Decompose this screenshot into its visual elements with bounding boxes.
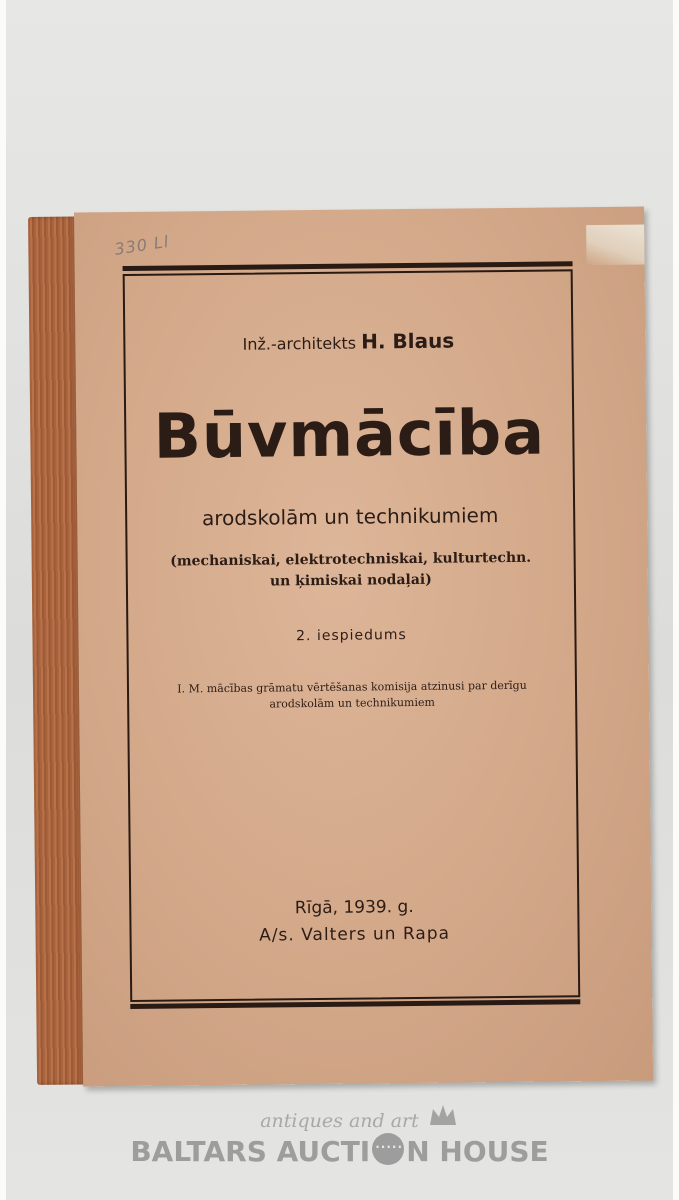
approval-note — [127, 677, 577, 714]
watermark-name — [0, 1133, 679, 1168]
departments — [126, 547, 576, 594]
departments-line-2: un ķimiskai nodaļai) — [269, 571, 432, 590]
place-year: Rīgā, 1939. g. — [294, 896, 414, 919]
watermark-name-part-1: BALTARS AUCTI — [130, 1135, 371, 1168]
book-subtitle: arodskolām un technikumiem — [201, 503, 499, 531]
worn-corner — [586, 225, 644, 266]
author-line — [123, 327, 573, 356]
author-prefix: Inž.-architekts — [242, 333, 357, 354]
book — [28, 207, 653, 1087]
departments-line-1: (mechaniskai, elektrotechniskai, kulturtechn. — [170, 549, 532, 570]
watermark-name-part-2: N HOUSE — [406, 1135, 549, 1168]
author-name: H. Blaus — [361, 328, 455, 354]
pencil-mark: 330 Ll — [113, 231, 171, 259]
book-title: Būvmācība — [153, 395, 546, 473]
approval-line-1: I. M. mācības grāmatu vērtēšanas komisija atzinusi par derīgu — [177, 678, 527, 696]
edition: 2. iespiedums — [296, 627, 407, 645]
book-cover — [74, 207, 653, 1087]
publisher: A/s. Valters un Rapa — [259, 923, 451, 946]
crown-icon — [428, 1103, 458, 1129]
approval-line-2: arodskolām un technikumiem — [269, 695, 435, 711]
watermark-tagline: antiques and art — [260, 1110, 419, 1132]
watermark-o-icon — [372, 1133, 404, 1165]
